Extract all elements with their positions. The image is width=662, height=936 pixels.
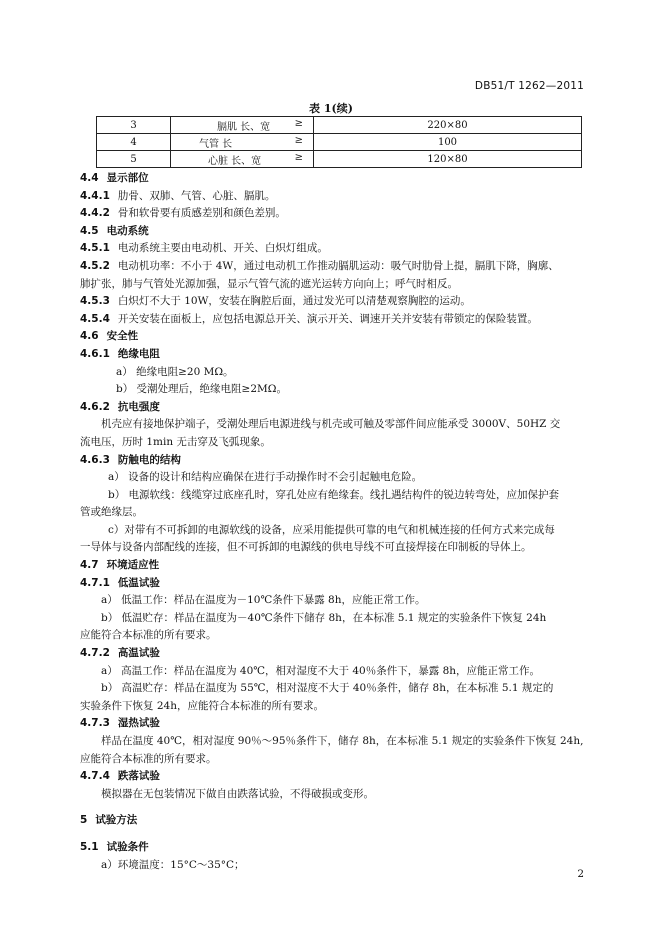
clause-number: 4.4.2 bbox=[80, 207, 110, 220]
clause-text: 白炽灯不大于 10W，安装在胸腔后面，通过发光可以清楚观察胸腔的运动。 bbox=[117, 295, 471, 308]
subsection-heading bbox=[80, 399, 584, 417]
clause bbox=[80, 205, 584, 223]
spec-table bbox=[96, 116, 582, 168]
section-heading bbox=[80, 328, 584, 346]
row-value: 120×80 bbox=[314, 151, 582, 168]
section-title: 电动系统 bbox=[106, 224, 149, 237]
clause-number: 4.5.4 bbox=[80, 312, 110, 325]
list-item: b） 低温贮存：样品在温度为－40℃条件下储存 8h，在本标准 5.1 规定的实验条件下恢复 24h bbox=[101, 611, 547, 624]
subsection-heading bbox=[80, 645, 584, 663]
subsection-number: 4.6.2 bbox=[80, 400, 110, 413]
row-operator: ≥ bbox=[294, 152, 303, 163]
subsection-heading bbox=[80, 768, 584, 786]
table-row bbox=[97, 151, 582, 168]
row-number: 5 bbox=[97, 151, 171, 168]
row-item-cell bbox=[171, 134, 314, 151]
subsection-title: 高温试验 bbox=[117, 647, 160, 660]
section-heading bbox=[80, 223, 584, 241]
list-item: b） 电源软线：线缆穿过底座孔时，穿孔处应有绝缘套。线扎遇结构件的锐边转弯处，应加保护套 bbox=[108, 488, 560, 501]
row-value: 220×80 bbox=[314, 117, 582, 134]
paragraph-continuation: 流电压，历时 1min 无击穿及飞弧现象。 bbox=[80, 435, 271, 448]
clause-number: 4.5.1 bbox=[80, 242, 110, 255]
section-number: 4.5 bbox=[80, 224, 99, 237]
row-operator: ≥ bbox=[294, 118, 303, 129]
row-item: 气管 长 bbox=[199, 139, 233, 150]
chapter-number: 5 bbox=[80, 814, 88, 827]
subsection-number: 4.6.3 bbox=[80, 453, 110, 466]
subsection-number: 4.7.1 bbox=[80, 576, 110, 589]
list-item: b） 受潮处理后，绝缘电阻≥2MΩ。 bbox=[116, 383, 287, 396]
list-item-continuation: 一导体与设备内部配线的连接，但不可拆卸的电源线的供电导线不可直接焊接在印制板的导体上。 bbox=[80, 541, 532, 554]
subsection-number: 4.6.1 bbox=[80, 347, 110, 360]
section-number: 4.6 bbox=[80, 330, 99, 343]
subsection-title: 跌落试验 bbox=[117, 770, 160, 783]
row-item: 心脏 长、宽 bbox=[208, 156, 262, 167]
list-item-continuation: 实验条件下恢复 24h，应能符合本标准的所有要求。 bbox=[80, 699, 324, 712]
paragraph: 机壳应有接地保护端子，受潮处理后电源进线与机壳或可触及零部件间应能承受 3000V、50HZ 交 bbox=[101, 418, 561, 431]
row-item-cell bbox=[171, 151, 314, 168]
clause bbox=[80, 240, 584, 258]
row-number: 3 bbox=[97, 117, 171, 134]
chapter-title: 试验方法 bbox=[95, 814, 138, 827]
subsection-title: 绝缘电阻 bbox=[117, 347, 160, 360]
paragraph: 模拟器在无包装情况下做自由跌落试验，不得破损或变形。 bbox=[101, 787, 374, 800]
clause bbox=[80, 293, 584, 311]
clause-continuation: 肺扩张，肺与气管处光源加强，显示气管气流的遮光运转方向向上；呼气时相反。 bbox=[80, 277, 458, 290]
subsection-heading bbox=[80, 715, 584, 733]
document-body bbox=[80, 170, 584, 874]
clause-number: 4.5.2 bbox=[80, 259, 110, 272]
subsection-title: 抗电强度 bbox=[117, 400, 160, 413]
table-caption: 表 1(续) bbox=[309, 102, 353, 115]
clause bbox=[80, 258, 584, 276]
clause-text: 骨和软骨要有质感差别和颜色差别。 bbox=[117, 207, 286, 220]
page-number: 2 bbox=[577, 868, 584, 880]
subsection-heading bbox=[80, 575, 584, 593]
clause-text: 电动机功率：不小于 4W，通过电动机工作推动膈肌运动：吸气时肋骨上提，膈肌下降，胸廓、 bbox=[117, 259, 559, 272]
list-item: a） 绝缘电阻≥20 MΩ。 bbox=[116, 365, 234, 378]
row-operator: ≥ bbox=[294, 135, 303, 146]
list-item: b） 高温贮存：样品在温度为 55℃，相对湿度不大于 40％条件，储存 8h，在本标准 5.1 规定的 bbox=[101, 682, 554, 695]
list-item-continuation: 应能符合本标准的所有要求。 bbox=[80, 629, 217, 642]
subsection-title: 低温试验 bbox=[117, 576, 160, 589]
section-heading bbox=[80, 557, 584, 575]
clause-number: 4.4.1 bbox=[80, 189, 110, 202]
clause bbox=[80, 311, 584, 329]
section-heading bbox=[80, 839, 584, 857]
list-item: c）对带有不可拆卸的电源软线的设备，应采用能提供可靠的电气和机械连接的任何方式来完成每 bbox=[108, 523, 555, 536]
section-title: 安全性 bbox=[106, 330, 139, 343]
table-row bbox=[97, 117, 582, 134]
paragraph-continuation: 应能符合本标准的所有要求。 bbox=[80, 752, 217, 765]
clause-text: 肋骨、双肺、气管、心脏、膈肌。 bbox=[117, 189, 276, 202]
paragraph: 样品在温度 40℃，相对湿度 90％～95％条件下，储存 8h，在本标准 5.1 规定的实验条件下恢复 24h, bbox=[101, 735, 584, 747]
section-number: 5.1 bbox=[80, 840, 99, 853]
row-value: 100 bbox=[314, 134, 582, 151]
subsection-heading bbox=[80, 452, 584, 470]
clause bbox=[80, 188, 584, 206]
list-item-continuation: 管或绝缘层。 bbox=[80, 506, 143, 519]
subsection-heading bbox=[80, 346, 584, 364]
section-heading bbox=[80, 170, 584, 188]
list-item: a） 低温工作：样品在温度为－10℃条件下暴露 8h，应能正常工作。 bbox=[101, 594, 426, 607]
chapter-heading bbox=[80, 812, 584, 830]
subsection-number: 4.7.3 bbox=[80, 717, 110, 730]
clause-text: 开关安装在面板上，应包括电源总开关、演示开关、调速开关并安装有带锁定的保险装置。 bbox=[117, 312, 538, 325]
subsection-number: 4.7.4 bbox=[80, 770, 110, 783]
spacer bbox=[80, 830, 584, 839]
clause-text: 电动系统主要由电动机、开关、白炽灯组成。 bbox=[117, 242, 328, 255]
subsection-number: 4.7.2 bbox=[80, 647, 110, 660]
spacer bbox=[80, 803, 584, 812]
section-number: 4.4 bbox=[80, 172, 99, 184]
row-item: 膈肌 长、宽 bbox=[217, 122, 271, 133]
table-row bbox=[97, 134, 582, 151]
row-item-cell bbox=[171, 117, 314, 134]
list-item: a） 高温工作：样品在温度为 40℃，相对湿度不大于 40％条件下，暴露 8h，应能正常工作。 bbox=[101, 664, 541, 677]
section-number: 4.7 bbox=[80, 559, 99, 572]
list-item: a）环境温度：15°C～35°C； bbox=[101, 858, 245, 871]
subsection-title: 湿热试验 bbox=[117, 717, 160, 730]
document-code: DB51/T 1262—2011 bbox=[474, 80, 584, 92]
subsection-title: 防触电的结构 bbox=[117, 453, 181, 466]
clause-number: 4.5.3 bbox=[80, 295, 110, 308]
section-title: 试验条件 bbox=[106, 840, 149, 853]
section-title: 显示部位 bbox=[106, 172, 149, 184]
list-item: a） 设备的设计和结构应确保在进行手动操作时不会引起触电危险。 bbox=[108, 471, 423, 484]
row-number: 4 bbox=[97, 134, 171, 151]
section-title: 环境适应性 bbox=[106, 559, 160, 572]
